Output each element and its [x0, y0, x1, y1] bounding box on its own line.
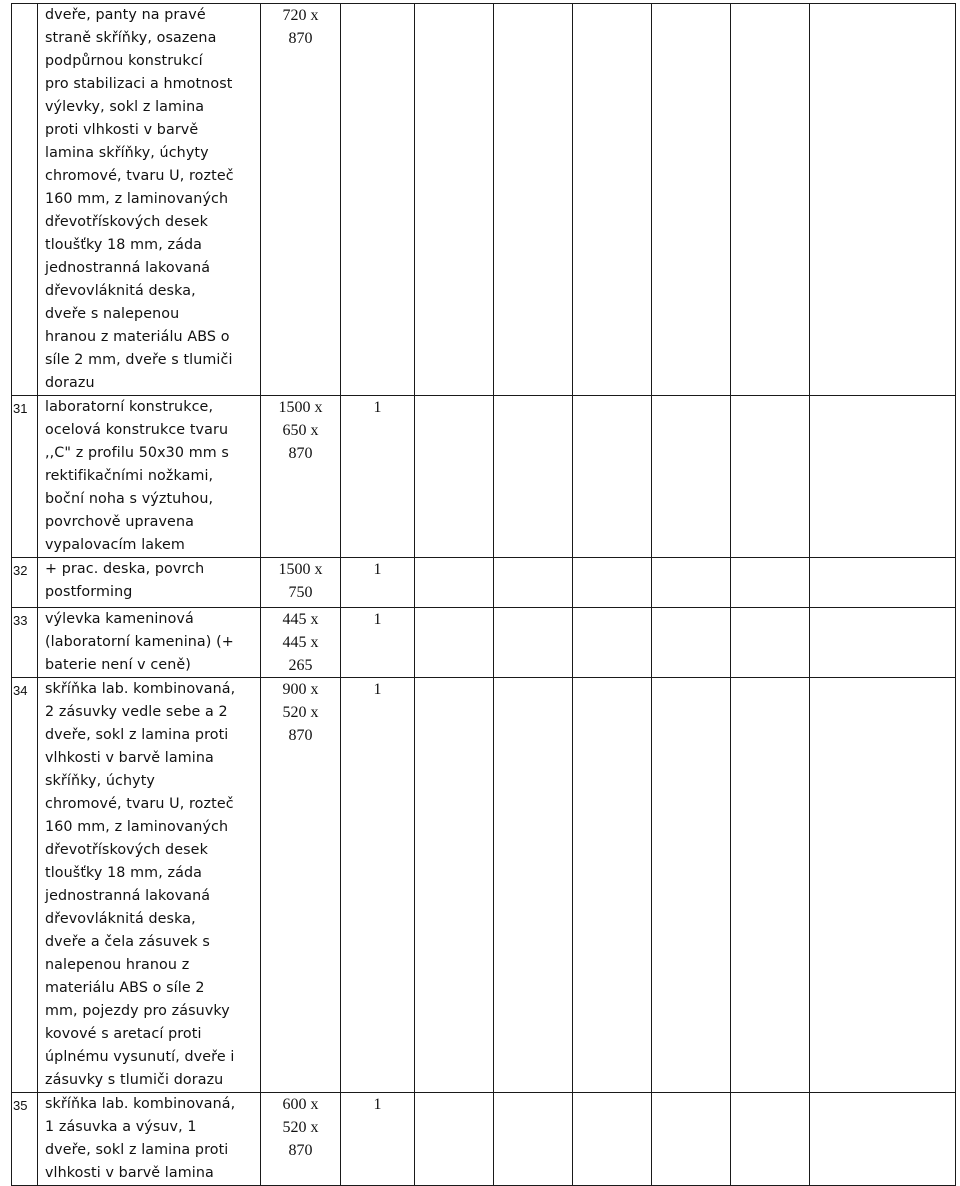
empty-cell: [652, 1093, 731, 1186]
empty-cell: [494, 678, 573, 1093]
item-quantity: 1: [341, 1093, 415, 1186]
empty-cell: [652, 608, 731, 678]
item-number: 33: [12, 608, 38, 678]
table-row: [12, 678, 956, 1093]
empty-cell: [652, 396, 731, 558]
empty-cell: [731, 678, 810, 1093]
empty-cell: [731, 558, 810, 608]
item-number: 35: [12, 1093, 38, 1186]
table-row: [12, 608, 956, 678]
empty-cell: [652, 678, 731, 1093]
item-quantity: [341, 4, 415, 396]
empty-cell: [415, 1093, 494, 1186]
empty-cell: [415, 4, 494, 396]
table-row: [12, 4, 956, 396]
item-number: 32: [12, 558, 38, 608]
item-description: dveře, panty na pravé straně skříňky, osazena podpůrnou konstrukcí pro stabilizaci a hmotnost výlevky, sokl z lamina proti vlhkosti v barvě lamina skříňky, úchyty chromové, tvaru U, rozteč 160 mm, z laminovaných dřevotřískových desek tloušťky 18 mm, záda jednostranná lakovaná dřevovláknitá deska, dveře s nalepenou hranou z materiálu ABS o síle 2 mm, dveře s tlumiči dorazu: [38, 4, 261, 396]
empty-cell: [810, 1093, 956, 1186]
item-dimensions: 900 x 520 x 870: [261, 678, 341, 1093]
empty-cell: [494, 558, 573, 608]
empty-cell: [810, 396, 956, 558]
item-quantity: 1: [341, 396, 415, 558]
item-quantity: 1: [341, 608, 415, 678]
empty-cell: [810, 558, 956, 608]
item-quantity: 1: [341, 558, 415, 608]
item-dimensions: 445 x 445 x 265: [261, 608, 341, 678]
item-description: skříňka lab. kombinovaná, 1 zásuvka a výsuv, 1 dveře, sokl z lamina proti vlhkosti v barvě lamina: [38, 1093, 261, 1186]
empty-cell: [494, 608, 573, 678]
empty-cell: [652, 4, 731, 396]
specification-table: [11, 3, 956, 1186]
empty-cell: [573, 1093, 652, 1186]
empty-cell: [415, 396, 494, 558]
empty-cell: [494, 1093, 573, 1186]
empty-cell: [810, 678, 956, 1093]
empty-cell: [652, 558, 731, 608]
empty-cell: [573, 608, 652, 678]
empty-cell: [731, 1093, 810, 1186]
item-description: + prac. deska, povrch postforming: [38, 558, 261, 608]
item-quantity: 1: [341, 678, 415, 1093]
table-row: [12, 396, 956, 558]
empty-cell: [573, 396, 652, 558]
item-number: 31: [12, 396, 38, 558]
empty-cell: [810, 4, 956, 396]
item-description: výlevka kameninová (laboratorní kamenina) (+ baterie není v ceně): [38, 608, 261, 678]
item-number: 34: [12, 678, 38, 1093]
table-row: [12, 1093, 956, 1186]
empty-cell: [494, 396, 573, 558]
empty-cell: [415, 558, 494, 608]
empty-cell: [494, 4, 573, 396]
item-dimensions: 600 x 520 x 870: [261, 1093, 341, 1186]
table-row: [12, 558, 956, 608]
empty-cell: [573, 4, 652, 396]
empty-cell: [573, 678, 652, 1093]
item-dimensions: 1500 x 750: [261, 558, 341, 608]
empty-cell: [731, 4, 810, 396]
item-description: laboratorní konstrukce, ocelová konstrukce tvaru ,,C" z profilu 50x30 mm s rektifikačními nožkami, boční noha s výztuhou, povrchově upravena vypalovacím lakem: [38, 396, 261, 558]
empty-cell: [810, 608, 956, 678]
empty-cell: [573, 558, 652, 608]
item-dimensions: 1500 x 650 x 870: [261, 396, 341, 558]
empty-cell: [731, 608, 810, 678]
empty-cell: [415, 608, 494, 678]
empty-cell: [731, 396, 810, 558]
item-number: [12, 4, 38, 396]
item-description: skříňka lab. kombinovaná, 2 zásuvky vedle sebe a 2 dveře, sokl z lamina proti vlhkosti v barvě lamina skříňky, úchyty chromové, tvaru U, rozteč 160 mm, z laminovaných dřevotřískových desek tloušťky 18 mm, záda jednostranná lakovaná dřevovláknitá deska, dveře a čela zásuvek s nalepenou hranou z materiálu ABS o síle 2 mm, pojezdy pro zásuvky kovové s aretací proti úplnému vysunutí, dveře i zásuvky s tlumiči dorazu: [38, 678, 261, 1093]
item-dimensions: 720 x 870: [261, 4, 341, 396]
empty-cell: [415, 678, 494, 1093]
